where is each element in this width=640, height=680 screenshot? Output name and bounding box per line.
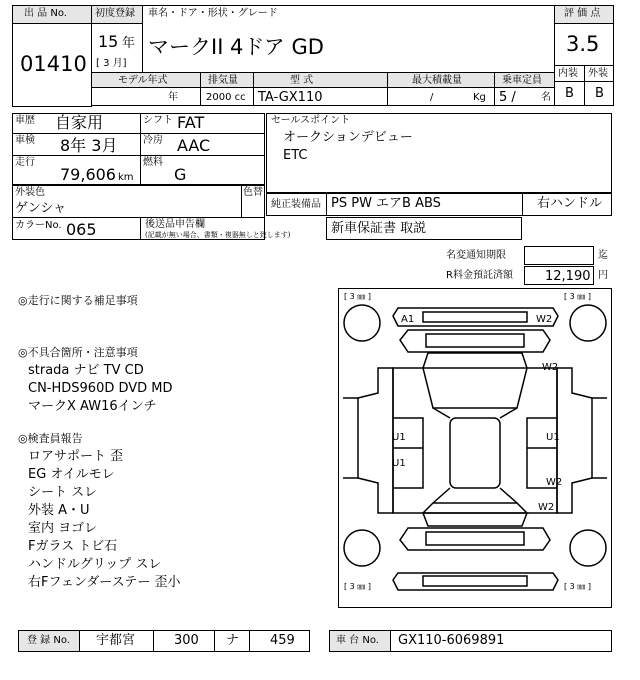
exterior-score: B <box>595 86 604 101</box>
inspector-2: EG オイルモレ <box>28 467 115 482</box>
tire-rear-left-depth: [ 3 ㎜ ] <box>344 582 371 591</box>
wheel-front-left <box>344 305 380 341</box>
interior-label: 内装 <box>558 68 578 79</box>
defect-3: マークX AW16インチ <box>28 399 157 414</box>
after-note: (記載が無い場合、書類・複器無しと致します) <box>145 231 291 239</box>
mark-w2-right-rear-door: W2 <box>546 477 563 488</box>
wheel-rear-right <box>570 530 606 566</box>
reg-number: 459 <box>270 633 295 648</box>
mileage-label: 走行 <box>15 157 35 168</box>
tire-front-right-depth: [ 3 ㎜ ] <box>564 292 591 301</box>
score: 3.5 <box>566 32 600 56</box>
recycle-label: R料金預託済額 <box>446 270 513 281</box>
displacement: 2000 cc <box>206 92 246 103</box>
mileage: 79,606 <box>60 165 116 184</box>
interior-score: B <box>565 86 574 101</box>
after-label: 後送品申告欄 <box>145 219 205 230</box>
defects-title: ◎不具合箇所・注意事項 <box>18 346 138 359</box>
shift: FAT <box>177 113 205 132</box>
displacement-label: 排気量 <box>208 75 238 86</box>
tire-front-left-depth: [ 3 ㎜ ] <box>344 292 371 301</box>
inspector-title: ◎検査員報告 <box>18 432 83 445</box>
ac-label: 冷房 <box>143 135 163 146</box>
usage-label: 車歴 <box>15 115 35 126</box>
ac: AAC <box>177 136 211 155</box>
inspector-3: シート スレ <box>28 485 98 500</box>
color-label: 外装色 <box>15 187 45 198</box>
fuel-label: 燃料 <box>143 157 163 168</box>
fuel: G <box>174 165 187 184</box>
mark-u1-right-front: U1 <box>546 432 560 443</box>
reg-class: 300 <box>174 633 199 648</box>
color-change-label: 色替 <box>243 187 263 198</box>
mileage-unit: km <box>118 172 134 183</box>
defect-2: CN-HDS960D DVD MD <box>28 381 173 396</box>
chassis-label: 車 台 No. <box>336 635 379 646</box>
max-load-unit: Kg <box>473 92 486 103</box>
usage: 自家用 <box>55 113 104 132</box>
capacity: 5 / <box>499 90 516 105</box>
equipment: PS PW エアB ABS <box>331 196 441 211</box>
defect-1: strada ナビ TV CD <box>28 363 144 378</box>
reg-label: 登 録 No. <box>27 635 70 646</box>
car-name: マークII 4ドア GD <box>148 35 324 59</box>
model-type: TA-GX110 <box>258 90 323 105</box>
inspector-1: ロアサポート 歪 <box>28 449 124 464</box>
mark-u1-left-front: U1 <box>392 432 406 443</box>
reg-kana: ナ <box>226 633 240 648</box>
sales-point-label: セールスポイント <box>271 115 351 126</box>
recycle-unit: 円 <box>598 270 608 281</box>
car-name-label: 車名・ドア・形状・グレード <box>148 8 278 19</box>
mark-w2-front: W2 <box>536 314 553 325</box>
mark-w2-right-fender: W2 <box>542 362 559 373</box>
inspection: 8年 3月 <box>60 136 118 155</box>
inspector-4: 外装 A・U <box>28 503 90 518</box>
car-diagram <box>338 288 612 608</box>
info-left-box <box>12 113 265 185</box>
wheel-front-right <box>570 305 606 341</box>
color-no: 065 <box>66 220 97 239</box>
mark-w2-right-quarter: W2 <box>538 502 555 513</box>
recycle: 12,190 <box>545 269 591 284</box>
model-year-unit: 年 <box>168 92 178 103</box>
sales-point-2: ETC <box>283 148 308 163</box>
max-load-label: 最大積載量 <box>412 75 462 86</box>
wheel-rear-left <box>344 530 380 566</box>
model-year-label: モデル年式 <box>118 75 168 86</box>
lot-label: 出 品 No. <box>24 8 67 19</box>
capacity-label: 乗車定員 <box>502 75 542 86</box>
sales-point-1: オークションデビュー <box>283 130 413 145</box>
first-reg-month: [ 3 月] <box>96 58 127 69</box>
name-change-box <box>524 246 594 265</box>
inspector-5: 室内 ヨゴレ <box>28 521 98 536</box>
color-no-label: カラーNo. <box>15 220 62 231</box>
name-change-unit: 迄 <box>598 250 608 261</box>
mark-u1-left-rear: U1 <box>392 458 406 469</box>
max-load-slash: / <box>430 92 434 103</box>
type-label: 型 式 <box>290 75 314 86</box>
shift-label: シフト <box>143 115 173 126</box>
inspector-7: ハンドルグリップ スレ <box>28 557 162 572</box>
equipment-label: 純正装備品 <box>271 199 321 210</box>
driving-title: ◎走行に関する補足事項 <box>18 294 138 307</box>
mark-a1: A1 <box>401 314 415 325</box>
name-change-label: 名変通知期限 <box>446 250 506 261</box>
inspection-label: 車検 <box>15 135 35 146</box>
reg-area: 宇都宮 <box>96 633 136 648</box>
inspector-8: 右Fフェンダーステー 歪小 <box>28 575 181 590</box>
exterior-label: 外装 <box>588 68 608 79</box>
chassis-number: GX110-6069891 <box>398 633 505 648</box>
capacity-unit: 名 <box>541 92 551 103</box>
inspector-6: Fガラス トビ石 <box>28 539 118 554</box>
lot-number: 01410 <box>20 52 87 76</box>
color: ゲンシャ <box>15 201 67 216</box>
tire-rear-right-depth: [ 3 ㎜ ] <box>564 582 591 591</box>
first-reg-year-unit: 年 <box>122 36 136 51</box>
first-reg-label: 初度登録 <box>95 8 135 19</box>
first-reg-year: 15 <box>98 32 119 51</box>
after-value: 新車保証書 取説 <box>331 221 427 236</box>
handle-side: 右ハンドル <box>537 196 603 211</box>
score-label: 評 価 点 <box>564 8 601 19</box>
